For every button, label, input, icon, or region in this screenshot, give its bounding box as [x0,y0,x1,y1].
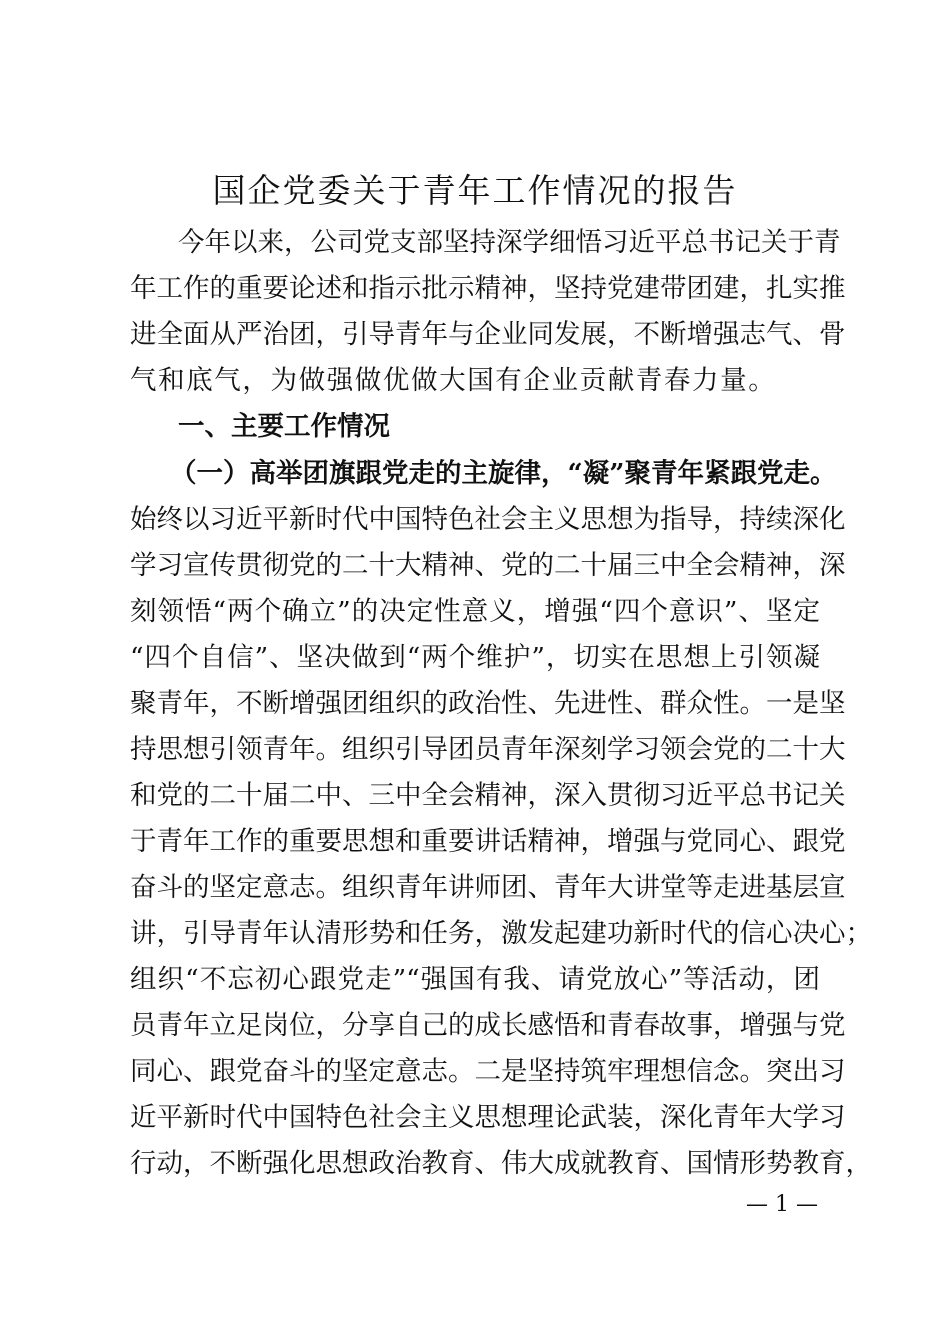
page-number: — 1 — [746,1192,818,1217]
body-line: 学习宣传贯彻党的二十大精神、党的二十届三中全会精神，深 [130,550,846,581]
intro-line: 进全面从严治团，引导青年与企业同发展，不断增强志气、骨 [130,319,846,350]
body-line: 始终以习近平新时代中国特色社会主义思想为指导，持续深化 [130,504,846,535]
body-line: 刻领悟“两个确立”的决定性意义，增强“四个意识”、坚定 [130,596,820,627]
body-line: 讲，引导青年认清形势和任务，激发起建功新时代的信心决心； [130,918,872,949]
body-line: 奋斗的坚定意志。组织青年讲师团、青年大讲堂等走进基层宣 [130,872,846,903]
body-line: 于青年工作的重要思想和重要讲话精神，增强与党同心、跟党 [130,826,846,857]
intro-line: 气和底气，为做强做优做大国有企业贡献青春力量。 [130,365,777,396]
body-line: 同心、跟党奋斗的坚定意志。二是坚持筑牢理想信念。突出习 [130,1056,846,1087]
section-heading: 一、主要工作情况 [178,411,390,442]
document-title: 国企党委关于青年工作情况的报告 [212,171,738,210]
body-line: 和党的二十届二中、三中全会精神，深入贯彻习近平总书记关 [130,780,846,811]
body-line: 持思想引领青年。组织引导团员青年深刻学习领会党的二十大 [130,734,846,765]
subsection-heading: （一）高举团旗跟党走的主旋律，“凝”聚青年紧跟党走。 [170,458,837,489]
intro-line: 今年以来，公司党支部坚持深学细悟习近平总书记关于青 [178,227,841,258]
body-line: “四个自信”、坚决做到“两个维护”，切实在思想上引领凝 [130,642,820,673]
body-line: 聚青年，不断增强团组织的政治性、先进性、群众性。一是坚 [130,688,846,719]
body-line: 近平新时代中国特色社会主义思想理论武装，深化青年大学习 [130,1102,846,1133]
body-line: 员青年立足岗位，分享自己的成长感悟和青春故事，增强与党 [130,1010,846,1041]
intro-line: 年工作的重要论述和指示批示精神，坚持党建带团建，扎实推 [130,273,846,304]
body-line: 行动，不断强化思想政治教育、伟大成就教育、国情形势教育， [130,1148,872,1179]
body-line: 组织“不忘初心跟党走”“强国有我、请党放心”等活动，团 [130,964,820,995]
